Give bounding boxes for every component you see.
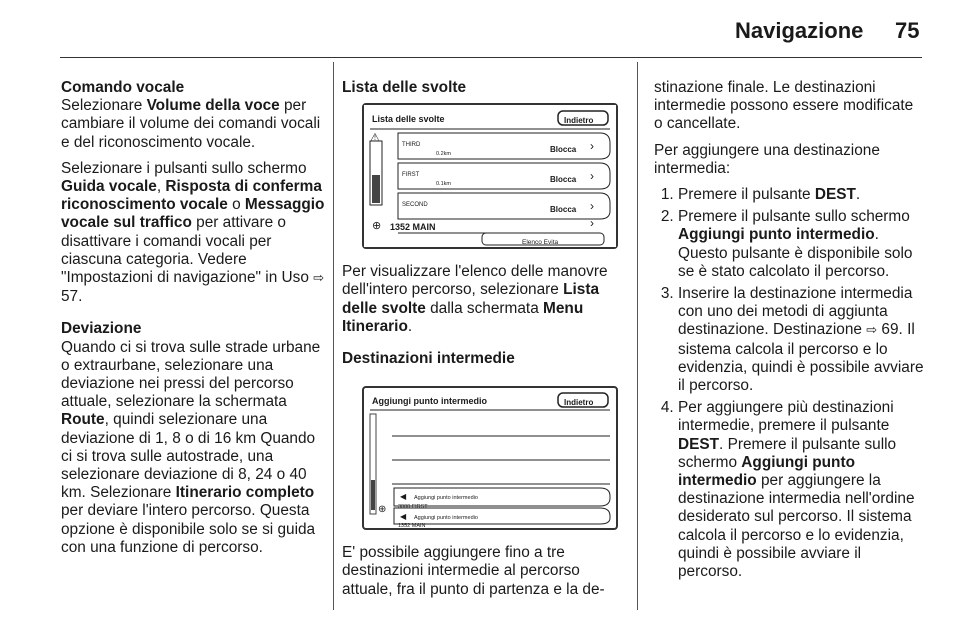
add-waypoint-arrow-icon: ◀ <box>400 512 407 522</box>
turn-row-distance: 0.2km <box>436 151 451 158</box>
waypoint-row-name: 1352 MAIN <box>398 523 426 530</box>
back-button[interactable]: Indietro <box>564 398 594 408</box>
waypoint-row-name: 3000 FIRST <box>398 504 428 511</box>
warning-icon: ⚠ <box>370 132 380 145</box>
chevron-right-icon: › <box>590 216 594 231</box>
screen-title: Aggiungi punto intermedio <box>372 396 487 407</box>
column-divider <box>637 62 638 610</box>
block-button[interactable]: Blocca <box>550 145 577 155</box>
page-title: Navigazione <box>735 18 864 43</box>
list-item: 4. Per aggiungere più destinazioni intermedie, premere il pulsante DEST. Premere il pulsante sullo schermo Aggiungi punto intermedio per aggiungere la destinazione intermedia nell'ordine desiderato sul percorso. Il sistema calcola il percorso e lo evidenzia, quindi è possibile avviare il percorso. <box>678 399 924 581</box>
destination-pin-icon: ⊕ <box>378 504 387 516</box>
column-3 <box>654 79 924 585</box>
page-header <box>0 0 960 58</box>
turn-list-screen-figure <box>362 103 618 249</box>
section-heading: Destinazioni intermedie <box>342 350 515 368</box>
list-item: 2. Premere il pulsante sullo schermo Aggiungi punto intermedio. Questo pulsante è disponibile solo se è stato calcolato il percorso. <box>678 208 924 281</box>
header-rule <box>60 57 922 58</box>
section-heading: Lista delle svolte <box>342 79 467 96</box>
chevron-right-icon: › <box>590 139 594 154</box>
list-item: 3. Inserire la destinazione intermedia con uno dei metodi di aggiunta destinazione. Destinazione ⇨ 69. Il sistema calcola il percorso e lo evidenzia, quindi è possibile avviare il percorso. <box>678 285 924 395</box>
steps-list <box>654 186 924 581</box>
chevron-right-icon: › <box>590 169 594 184</box>
paragraph: Selezionare i pulsanti sullo schermo Guida vocale, Risposta di conferma riconoscimento vocale o Messaggio vocale sul traffico per attivare o disattivare i comandi vocali per ciascuna categoria. Vedere "Impostazioni di navigazione" in Uso ⇨ 57. <box>61 159 325 306</box>
add-waypoint-button[interactable]: Aggiungi punto intermedio <box>414 515 478 522</box>
turn-row-name: SECOND <box>402 202 428 209</box>
add-waypoint-button[interactable]: Aggiungi punto intermedio <box>414 495 478 502</box>
paragraph: Per aggiungere una destinazione intermedia: <box>654 141 880 177</box>
turn-row-distance: 0.1km <box>436 181 451 188</box>
list-item: 1. Premere il pulsante DEST. <box>678 186 924 204</box>
page-number: 75 <box>895 18 920 43</box>
block-button[interactable]: Blocca <box>550 205 577 215</box>
block-button[interactable]: Blocca <box>550 175 577 185</box>
column-divider <box>333 62 334 610</box>
paragraph: Quando ci si trova sulle strade urbane o extraurbane, selezionare una deviazione nei pressi del percorso attuale, selezionare la schermata Route, quindi selezionare una deviazione di 1, 8 o di 16 km Quando ci si trova sulle autostrade, una selezionare deviazione di 8, 24 o 40 km. Selezionare Itinerario completo per deviare l'intero percorso. Questa opzione è disponibile solo se si guida con una funzione di percorso. <box>61 338 321 556</box>
turn-row-name: FIRST <box>402 172 420 179</box>
paragraph: Per visualizzare l'elenco delle manovre dell'intero percorso, selezionare Lista delle svolte dalla schermata Menu Itinerario. <box>342 263 608 335</box>
page-ref-icon: ⇨ <box>313 271 325 287</box>
avoid-list-button[interactable]: Elenco Evita <box>522 239 559 247</box>
column-1 <box>61 79 325 565</box>
section-heading: Deviazione <box>61 320 142 338</box>
paragraph: stinazione finale. Le destinazioni intermedie possono essere modificate o cancellate. <box>654 79 914 133</box>
column-2 <box>342 79 622 607</box>
add-waypoint-arrow-icon: ◀ <box>400 492 407 502</box>
destination-pin-icon: ⊕ <box>372 220 382 233</box>
paragraph: E' possibile aggiungere fino a tre destinazioni intermedie al percorso attuale, fra il punto di partenza e la de- <box>342 544 605 598</box>
paragraph: Selezionare Volume della voce per cambiare il volume dei comandi vocali e del riconoscimento vocale. <box>61 97 321 151</box>
screen-title: Lista delle svolte <box>372 114 445 125</box>
section-heading: Comando vocale <box>61 79 185 96</box>
chevron-right-icon: › <box>590 199 594 214</box>
turn-row-name: 1352 MAIN <box>390 222 436 233</box>
back-button[interactable]: Indietro <box>564 116 594 126</box>
turn-row-name: THIRD <box>402 142 421 149</box>
add-waypoint-screen-figure <box>362 386 618 530</box>
page-ref-icon: ⇨ <box>866 323 878 339</box>
